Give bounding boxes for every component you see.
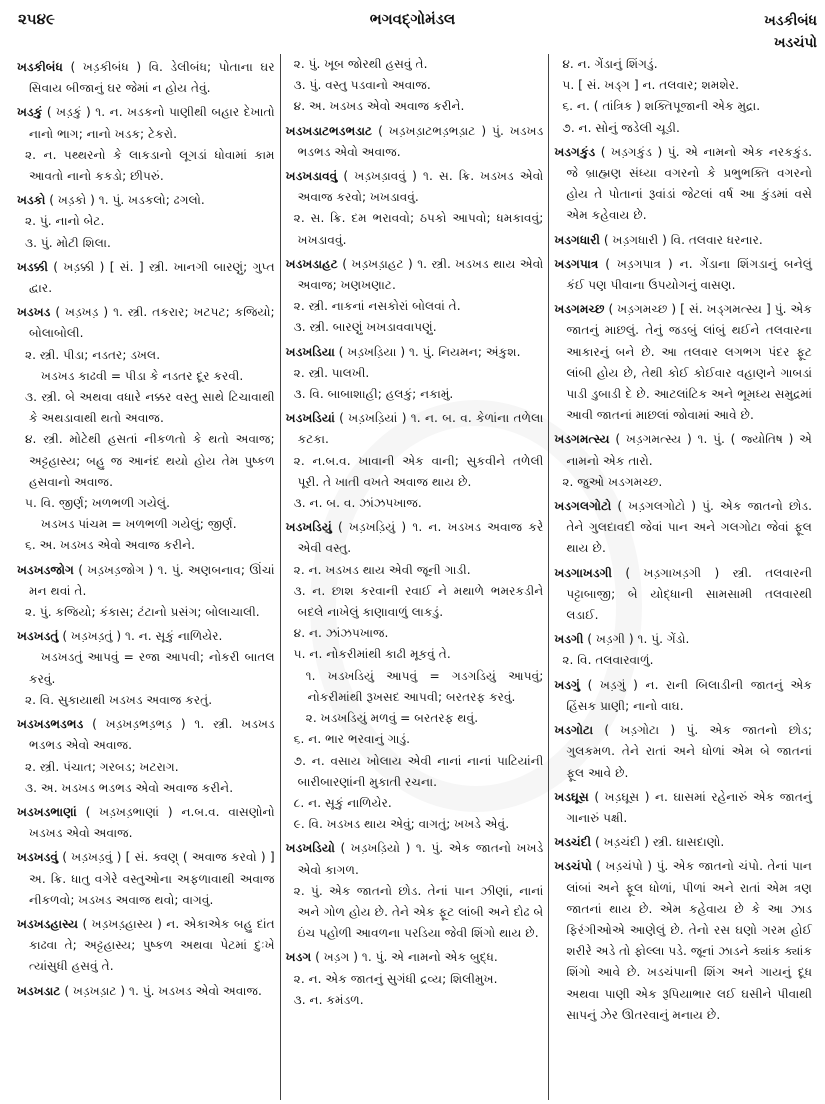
dictionary-entry [286,517,544,559]
definition-text: ૨. સ. ક્રિ. દમ ભરાવવો; ઠપકો આપવો; ધમકાવવું; ખખડાવવું. [293,211,544,247]
dictionary-entry [554,142,812,227]
headword: ખડખડિયું [285,520,332,535]
headword: ખડગી [554,632,584,647]
dictionary-entry [17,302,275,344]
definition-text: ૩. અ. ખડખડ ભડભડ એવો અવાજ કરીને. [25,780,234,795]
definition-text: ૫. [ સં. ખડ્ગ ] ન. તલવાર; શમશેર. [562,78,740,93]
headword: ખડગમચ્છ [554,302,605,317]
entry-sense [286,990,544,1011]
dictionary-entry [286,121,544,163]
definition-text: ૩. ન. કમંડળ. [293,992,364,1007]
entry-sense [286,317,544,338]
definition-text: ( ખડ઼ગાખડ઼ગી ) સ્ત્રી. તલવારની પટ્ટાબાજી; બે યોદ્ધાની સામસામી તલવારથી લડાઈ. [566,565,813,623]
dictionary-entry [17,102,275,144]
headword: ખડખડતું [17,629,59,644]
headword: ખડખડાટભડભડાટ [285,123,373,138]
headword: ખડઘૂસ [554,789,589,804]
definition-text: ( ખડ઼ખડ઼ ) ૧. સ્ત્રી. તકરાર; ખટપટ; કજિયો; બોલાબોલી. [29,305,275,341]
entry-sense [17,535,275,556]
definition-text: ૨. ખડખડિયું મળવું = બરતરફ થવું. [305,711,479,726]
guide-words [764,10,817,54]
entry-sense [17,778,275,799]
headword: ખડચંદી [554,835,592,850]
dictionary-entry [17,57,275,99]
definition-text: ૨. પું. કજિયો; કંકાસ; ટંટાનો પ્રસંગ; બોલાચાલી. [25,605,260,620]
entry-sense [286,363,544,384]
definition-text: ( ખડ઼ખડ઼િયાં ) ૧. ન. બ. વ. કેળાંના તળેલા કટકા. [297,411,544,447]
definition-text: ( ખડ઼કું ) ૧. ન. ખડકનો પાણીથી બહાર દેખાતો નાનો ભાગ; નાનો ખડક; ટેકરો. [29,105,275,141]
definition-text: ( ખડ઼ખડ઼ાટ ) ૧. પું. ખડખડ એવો અવાજ. [60,983,262,998]
definition-text: ખડખડ કાઢવી = પીડા કે નડતર દૂર કરવી. [41,368,244,383]
entry-sense [286,384,544,405]
headword: ખડગું [554,677,580,692]
headword: ખડગકુંડ [554,144,596,159]
definition-text: ૩. સ્ત્રી. બે અથવા વધારે નક્કર વસ્તુ સાથે ટિચાવાથી કે અથડાવાથી થતો અવાજ. [25,390,275,426]
entry-sense [286,814,544,835]
entry-sense [17,690,275,711]
page-header [0,0,825,58]
definition-text: ૧. ખડખડિયું આપવું = ગડગડિયું આપવું; નોકરીમાંથી રૂખસદ આપવી; બરતરફ કરવું. [305,668,544,704]
entry-phrase [286,666,544,708]
definition-text: ૨. સ્ત્રી. પંચાત; ગરબડ; ખટરાગ. [25,759,179,774]
definition-text: ( ખડ઼ખડ઼ાટભડ઼ભડ઼ાટ ) પું. ખડખડ ભડભડ એવો અવાજ. [297,123,544,159]
definition-text: ( ખડ઼ખડ઼ાવવું ) ૧. સ. ક્રિ. ખડખડ એવો અવાજ કરવો; ખખડાવવું. [297,169,544,205]
dictionary-entry [286,408,544,450]
definition-text: ( ખડ઼કીબંધ ) વિ. ડેલીબંધ; પોતાના ઘર સિવાય બીજાનું ઘર જેમાં ન હોય તેવું. [29,60,275,96]
entry-sense [286,54,544,75]
entry-sense [554,96,812,117]
definition-text: ખડખડતું આપવું = રજા આપવી; નોકરી બાતલ કરવું. [29,650,275,686]
entry-sense [554,75,812,96]
headword: ખડગ [285,950,312,965]
definition-text: ૬. ન. ( તાંત્રિક ) શક્તિપૂજાની એક મુદ્રા. [562,99,761,114]
definition-text: ૨. પું. ખૂબ જોરથી હસવું તે. [293,57,428,71]
definition-text: ૪. ન. ગેંડાનું શિંગડું. [562,57,658,71]
definition-text: ( ખડ઼ગકુંડ ) પું. એ નામનો એક નરકકુંડ. જે બ્રાહ્મણ સંધ્યા વગરનો કે પ્રભુભક્તિ વગરનો હોય તે પોતાનાં રૂવાંડાં જેટલાં વર્ષ આ કુંડમાં વસે એમ કહેવાય છે. [566,144,813,223]
dictionary-entry [554,787,812,829]
dictionary-entry [17,190,275,211]
definition-text: ( ખડ઼ચંપો ) પું. એક જાતનો ચંપો. તેનાં પાન લાંબાં અને ફૂલ ધોળાં, પીળાં અને રાતાં એમ ત્રણ જાતનાં થાય છે. એમ કહેવાય છે કે આ ઝાડ ફિરંગીઓએ આણેલું છે. તેનો રસ ઘણો ગરમ હોઈ શરીરે અડે તો ફોલ્લા પડે. જૂનાં ઝાડને ક્યાંક ક્યાંક શિંગો આવે છે. ખડચંપાની શિંગ અને ગાયનું દૂધ અથવા પાણી એક રૂપિયાભાર લઈ ઘસીને પીવાથી સાપનું ઝેર ઊતરવાનું મનાય છે. [566,859,813,1022]
headword: ખડખડભડભડ [17,717,84,732]
definition-text: ( ખડ઼ગું ) ન. રાની બિલાડીની જાતનું એક હિંસક પ્રાણી; નાનો વાઘ. [566,677,813,713]
entry-sense [17,757,275,778]
entry-sense [286,751,544,793]
definition-text: ૨. ન. ખડખડ થાય એવી જૂની ગાડી. [293,562,471,577]
definition-text: ૭. ન. વસાય ખોલાય એવી નાનાં નાનાં પાટિયાંની બારીબારણાંની મુકાતી રચના. [293,753,544,789]
entry-sense [554,118,812,139]
definition-text: ૨. સ્ત્રી. નાકનાં નસકોરાં બોલવાં તે. [293,299,461,314]
definition-text: ( ખડ઼ગોટા ) પું. એક જાતનો છોડ; ગુલકમળ. તેને રાતાં અને ધોળાં એમ બે જાતનાં ફૂલ આવે છે. [566,723,813,780]
headword: ખડચંપો [554,859,592,874]
dictionary-entry [286,166,544,208]
headword: ખડખડવું [17,850,59,865]
dictionary-entry [17,914,275,978]
definition-text: ૨. સ્ત્રી. પીડા; નડતર; ડખલ. [25,347,161,362]
entry-sense [17,233,275,254]
definition-text: ૪. અ. ખડખડ એવો અવાજ કરીને. [293,99,465,114]
dictionary-entry [554,675,812,717]
definition-text: ૩. પું. મોટી શિલા. [25,235,111,250]
dictionary-entry [286,342,544,363]
definition-text: ૪. ન. ઝાંઝપખાજ. [293,626,389,641]
column-2 [280,54,549,1100]
guide-word-first: ખડકીબંધ [764,13,817,29]
definition-text: ( ખડ઼ખડ઼વું ) [ સં. ક્વણ્ ( અવાજ કરવો ) ] અ. ક્રિ. ધાતુ વગેરે વસ્તુઓના અફળાવાથી અવાજ નીકળવો; ખડખડ અવાજ થવો; વાગવું. [29,850,275,907]
headword: ખડગધારી [554,232,601,247]
entry-sense [286,644,544,665]
dictionary-entry [286,254,544,296]
definition-text: ૪. સ્ત્રી. મોટેથી હસતાં નીકળતો કે થતો અવાજ; અટ્ટહાસ્ય; બહુ જ આનંદ થયો હોય તેમ પુષ્કળ હસવાનો અવાજ. [25,432,275,489]
dictionary-entry [17,981,275,1002]
definition-text: ( ખડ઼કો ) ૧. પું. ખડકલો; ઢગલો. [45,193,205,208]
definition-text: ૩. સ્ત્રી. બારણું ખખડાવવાપણું. [293,320,437,335]
dictionary-entry [554,720,812,784]
dictionary-entry [286,838,544,880]
dictionary-entry [286,947,544,968]
dictionary-entry [554,299,812,426]
definition-text: ( ખડ઼ખડ઼િયું ) ૧. ન. ખડખડ અવાજ કરે એવી વસ્તુ. [297,520,544,556]
definition-text: ( ખડ઼ગપાત્ર ) ન. ગેંડાના શિંગડાનું બનેલું કંઈ પણ પીવાના ઉપયોગનું વાસણ. [566,256,813,293]
entry-sense [17,145,275,187]
headword: ખડખડાહટ [285,256,338,271]
entry-sense [286,969,544,990]
headword: ખડગલગોટો [554,499,612,514]
entry-sense [17,493,275,514]
definition-text: ૨. વિ. સુકાયાથી ખડખડ અવાજ કરતું. [25,692,213,707]
headword: ખડગાખડગી [554,565,613,580]
entry-sense [17,602,275,623]
headword: ખડખડિયા [285,344,335,359]
definition-text: ( ખડ઼ખડ઼ાહટ ) ૧. સ્ત્રી. ખડખડ થાય એવો અવાજ; ખણખણાટ. [297,256,544,293]
definition-text: ( ખડ઼ખડ઼ભડ઼ભડ઼ ) ૧. સ્ત્રી. ખડખડ ભડભડ એવો અવાજ. [29,717,275,753]
headword: ખડખડજોગ [17,562,74,577]
entry-phrase [17,366,275,387]
definition-text: ( ખડ઼ખડ઼િયો ) ૧. પું. એક જાતનો ખખડે એવો કાગળ. [297,841,544,877]
headword: ખડખડિયાં [285,411,335,426]
headword: ખડગપાત્ર [554,256,599,271]
definition-text: ૨. ન. પથ્થરનો કે લાકડાનો લૂગડાં ધોવામાં કામ આવતો નાનો કકડો; છીપરું. [25,147,275,184]
entry-sense [286,729,544,750]
definition-text: ( ખડ઼ગી ) ૧. પું. ગેંડો. [583,632,690,647]
headword: ખડખડભાણાં [17,804,77,819]
entry-sense [286,96,544,117]
definition-text: ( ખડ઼ચંદી ) સ્ત્રી. ઘાસદાણો. [591,835,725,850]
definition-text: ૩. ન. છાશ કરવાની રવાઈ ને મથાળે ભમરકડીને બદલે નાખેલું કાણાવાળું લાકડું. [293,583,544,620]
definition-text: ( ખડ઼ખડ઼ભાણાં ) ન.બ.વ. વાસણોનો ખડખડ એવો અવાજ. [29,804,275,841]
dictionary-entry [554,563,812,627]
entry-sense [17,429,275,493]
headword: ખડક્કી [17,259,48,274]
headword: ખડકો [17,193,46,208]
entry-sense [286,208,544,250]
headword: ખડખડાટ [17,983,61,998]
definition-text: ( ખડ઼ગલગોટો ) પું. એક જાતનો છોડ. તેને ગુલદાવદી જેવાં પાન અને ગલગોટા જેવાં ફૂલ થાય છે. [566,499,813,556]
definition-text: ૨. પું. એક જાતનો છોડ. તેનાં પાન ઝીણાં, નાનાં અને ગોળ હોય છે. તેને એક ફૂટ લાંબી અને દોઢ બે ઇંચ પહોળી આવળના પરડિયા જેવી શિંગો થાય છે. [293,883,544,941]
definition-text: ૫. ન. નોકરીમાંથી કાઢી મૂકવું તે. [293,647,451,662]
dictionary-entry [554,629,812,650]
definition-text: ( ખડ઼ખડ઼િયા ) ૧. પું. નિયમન; અંકુશ. [334,344,521,359]
entry-sense [286,581,544,623]
entry-sense [17,345,275,366]
column-1 [12,54,280,1100]
definition-text: ૨. વિ. તલવારવાળું. [562,653,654,668]
entry-sense [286,560,544,581]
definition-text: ( ખડ઼ગ ) ૧. પું. એ નામનો એક બુદ્ધ. [311,950,498,965]
headword: ખડખડિયો [285,841,335,856]
dictionary-entry [17,714,275,756]
guide-word-last: ખડચંપો [774,35,817,51]
headword: ખડખડ [17,305,51,320]
headword: ખડકીબંધ [17,60,63,74]
definition-text: ખડખડ પાંચમ = ખળભળી ગયેલું; જીર્ણ. [41,517,237,532]
entry-phrase [17,514,275,535]
definition-text: ( ખડ઼ખડ઼તું ) ૧. ન. સૂકું નાળિયેર. [58,629,223,644]
dictionary-entry [554,254,812,296]
definition-text: ૨. પું. નાનો બેટ. [25,214,105,229]
definition-text: ( ખડ઼ઘૂસ ) ન. ઘાસમાં રહેનારું એક જાતનું ગાનારું પક્ષી. [566,789,813,825]
headword: ખડગમત્સ્ય [554,432,610,447]
entry-sense [554,472,812,493]
entry-sense [17,387,275,429]
dictionary-entry [554,856,812,1026]
entry-phrase [17,647,275,689]
definition-text: ( ખડ઼ગમચ્છ ) [ સં. ખડ્ગમત્સ્ય ] પું. એક જાતનું માછલું. તેનું જડબું લાંબું થઈને તલવારના આકારનું બને છે. આ તલવાર લગભગ પંદર ફૂટ લાંબી હોય છે, તેથી કોઈ કોઈવાર વહાણને ગાબડાં પાડી ડુબાડી દે છે. આટલાંટિક અને ભૂમધ્ય સમુદ્રમાં આવી જાતનાં માછલાં જોવામાં આવે છે. [566,302,813,423]
entry-sense [286,451,544,493]
dictionary-entry [554,832,812,853]
headword: ખડકું [17,105,43,120]
dictionary-entry [17,257,275,299]
headword: ખડખડાવવું [285,169,338,184]
entry-sense [17,211,275,232]
definition-text: ( ખડ઼ગધારી ) વિ. તલવાર ધરનાર. [600,232,763,247]
definition-text: ( ખડ઼ખડ઼હાસ્ય ) ન. એકાએક બહુ દાંત કાઢવા તે; અટ્ટહાસ્ય; પુષ્કળ અથવા પેટમાં દુઃખે ત્યાંસુધી હસવું તે. [29,916,275,974]
definition-text: ૨. સ્ત્રી. પાલખી. [293,365,370,380]
definition-text: ૫. વિ. જીર્ણ; ખળભળી ગયેલું. [25,496,171,511]
dictionary-entry [17,802,275,844]
definition-text: ૭. ન. સોનું જડેલી ચૂડી. [562,120,680,135]
dictionary-entry [554,429,812,471]
entry-sense [286,296,544,317]
definition-text: ૩. વિ. બાબાશાહી; હલકું; નકામું. [293,387,454,402]
entry-sense [286,793,544,814]
book-title: ભગવદ્ગોમંડલ [369,10,456,28]
definition-text: ૨. જુઓ ખડગમચ્છ. [562,474,663,489]
entry-sense [286,493,544,514]
definition-text: ૬. અ. ખડખડ એવો અવાજ કરીને. [25,538,196,553]
dictionary-columns [12,54,817,1100]
entry-sense [554,650,812,671]
dictionary-entry [17,847,275,911]
dictionary-entry [554,230,812,251]
definition-text: ૨. ન. એક જાતનું સુગંધી દ્રવ્ય; શિલીમુખ. [293,971,498,986]
definition-text: ૮. ન. સૂકું નાળિયેર. [293,795,392,810]
page-number: ૨૫૪૯ [18,10,55,28]
definition-text: ( ખડ઼ક્કી ) [ સં. ] સ્ત્રી. ખાનગી બારણું; ગુપ્ત દ્વાર. [29,259,275,296]
entry-sense [286,75,544,96]
entry-phrase [286,708,544,729]
definition-text: ( ખડ઼ખડ઼જોગ ) ૧. પું. અણબનાવ; ઊંચાં મન થવાં તે. [29,562,275,598]
dictionary-entry [17,560,275,602]
entry-sense [286,623,544,644]
entry-sense [286,881,544,945]
definition-text: ૩. પું. વસ્તુ પડવાનો અવાજ. [293,78,431,93]
definition-text: ૨. ન.બ.વ. ખાવાની એક વાની; સુકવીને તળેલી પૂરી. તે ખાતી વખતે અવાજ થાય છે. [293,453,544,489]
column-3 [548,54,817,1100]
definition-text: ૩. ન. બ. વ. ઝાંઝપખાજ. [293,496,422,511]
definition-text: ૬. ન. ભાર ભરવાનું ગાડું. [293,732,411,747]
dictionary-entry [554,496,812,560]
dictionary-entry [17,626,275,647]
headword: ખડગોટા [554,723,594,738]
entry-sense [554,54,812,75]
definition-text: ૯. વિ. ખડખડ થાય એવું; વાગતું; ખખડે એવું. [293,817,510,832]
headword: ખડખડહાસ્ય [17,916,79,931]
definition-text: ( ખડ઼ગમત્સ્ય ) ૧. પું. ( જ્યોતિષ ) એ નામનો એક તારો. [566,432,813,468]
